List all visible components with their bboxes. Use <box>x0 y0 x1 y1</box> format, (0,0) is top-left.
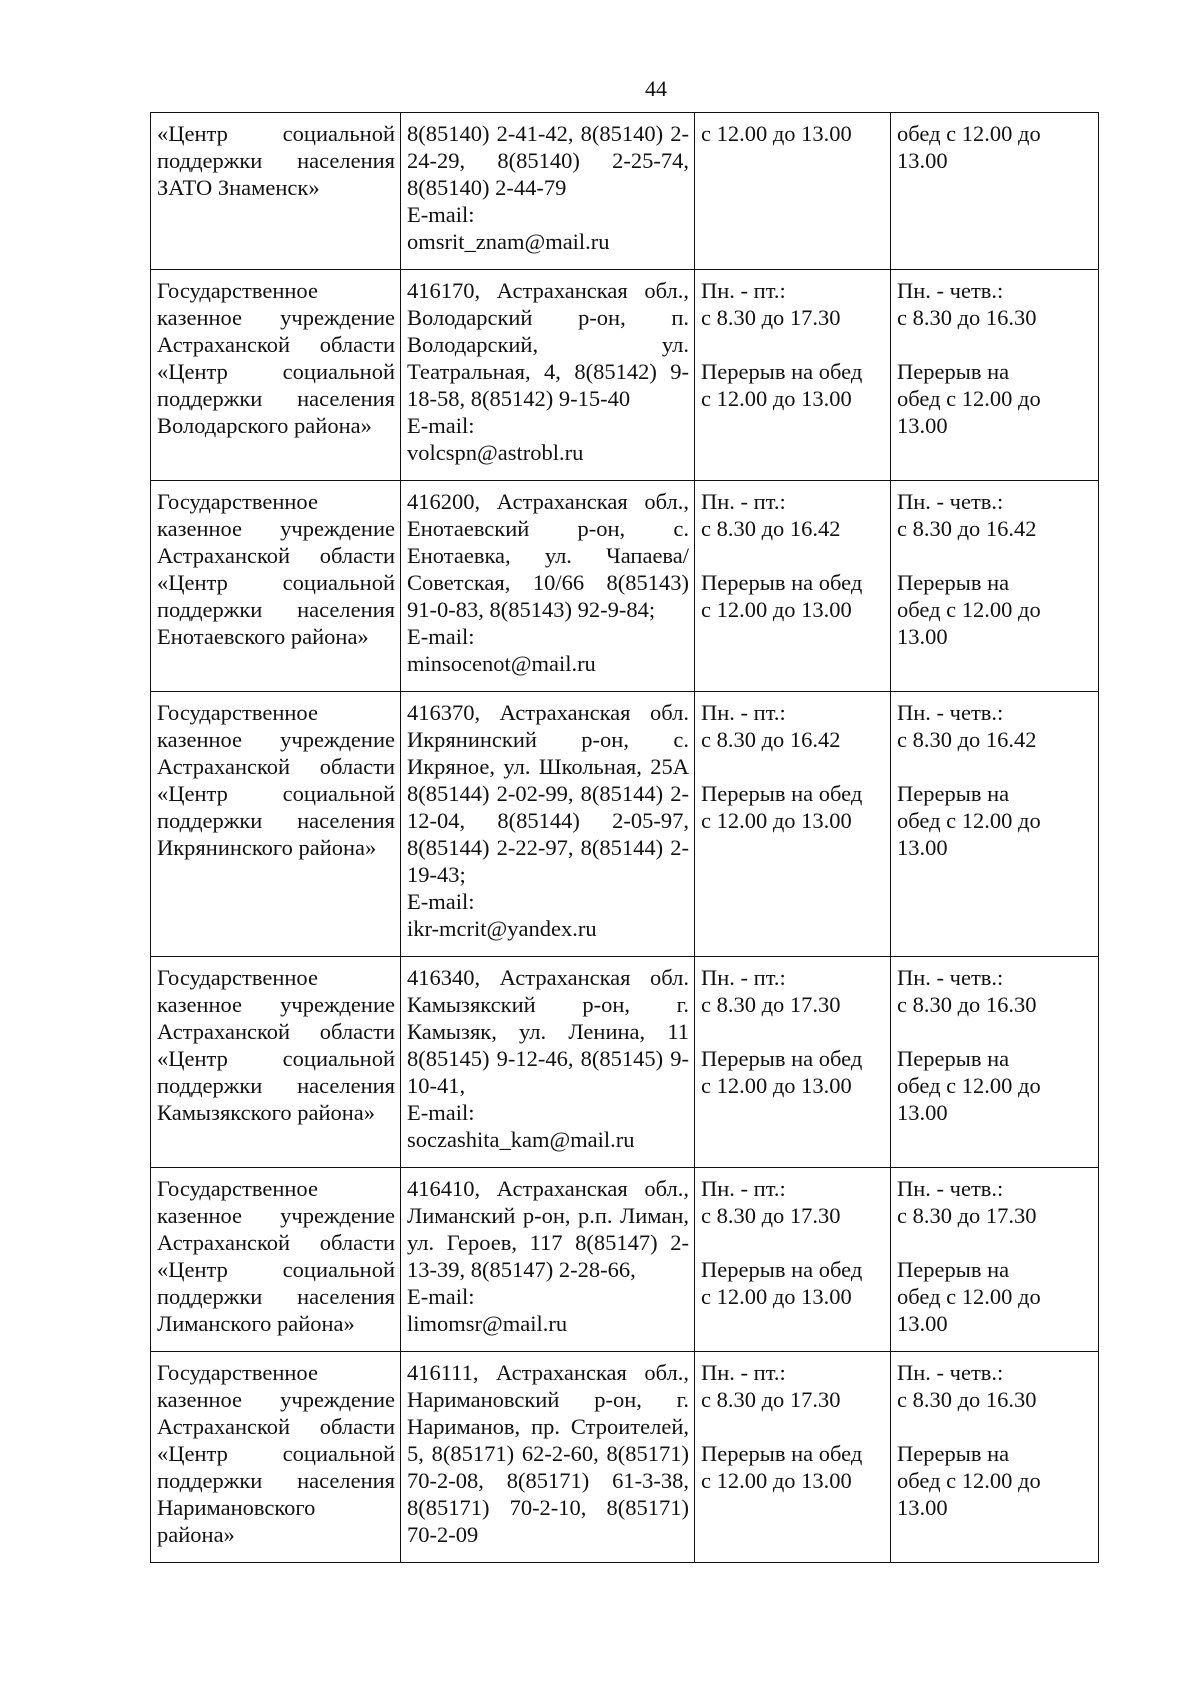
short-day-break-label: Перерыв на <box>897 570 1010 595</box>
short-day-hours: с 8.30 до 16.30 <box>897 305 1037 330</box>
short-day-break-label: Перерыв на <box>897 1257 1010 1282</box>
address-phones: 8(85140) 2-41-42, 8(85140) 2-24-29, 8(85140) 2-25-74, 8(85140) 2-44-79 <box>407 121 689 200</box>
schedule-gap <box>701 1018 885 1045</box>
table-row <box>151 957 1099 1168</box>
contact-cell <box>401 481 695 692</box>
contact-cell <box>401 1352 695 1563</box>
email-label: E-mail: <box>407 889 475 914</box>
short-day-break: обед с 12.00 до 13.00 <box>897 386 1041 438</box>
short-day-hours: с 8.30 до 16.30 <box>897 992 1037 1017</box>
address-phones: 416200, Астраханская обл., Енотаевский р-он, с. Енотаевка, ул. Чапаева/Советская, 10/66 8(85143) 91-0-83, 8(85143) 92-9-84; <box>407 489 689 622</box>
weekday-schedule-cell <box>695 692 891 957</box>
short-day-schedule-cell <box>891 692 1099 957</box>
schedule-gap <box>897 1018 1093 1045</box>
short-day-break-label: Перерыв на <box>897 781 1010 806</box>
table-row <box>151 113 1099 270</box>
short-day-break-label: Перерыв на <box>897 359 1010 384</box>
contact-cell <box>401 692 695 957</box>
weekday-hours: с 8.30 до 17.30 <box>701 305 841 330</box>
table-row <box>151 270 1099 481</box>
weekday-days: Пн. - пт.: <box>701 1176 786 1201</box>
weekday-days: Пн. - пт.: <box>701 1360 786 1385</box>
weekday-days: Пн. - пт.: <box>701 489 786 514</box>
short-day-break-label: Перерыв на <box>897 1046 1010 1071</box>
institution-name-cell <box>151 1352 401 1563</box>
short-day-hours: с 8.30 до 17.30 <box>897 1203 1037 1228</box>
institution-name-cell <box>151 270 401 481</box>
weekday-break: с 12.00 до 13.00 <box>701 386 852 411</box>
contact-cell <box>401 113 695 270</box>
institution-name: Государственное казенное учреждение Астраханской области «Центр социальной поддержки населения Камызякского района» <box>157 965 395 1125</box>
institution-name: Государственное казенное учреждение Астраханской области «Центр социальной поддержки населения Енотаевского района» <box>157 489 395 649</box>
weekday-days: Пн. - пт.: <box>701 700 786 725</box>
schedule-gap <box>897 753 1093 780</box>
page-number: 44 <box>645 76 667 101</box>
short-day-schedule-cell <box>891 957 1099 1168</box>
email-address[interactable]: limomsr@mail.ru <box>407 1311 568 1336</box>
weekday-break: с 12.00 до 13.00 <box>701 597 852 622</box>
weekday-schedule-cell <box>695 1352 891 1563</box>
schedule-gap <box>701 1413 885 1440</box>
schedule-gap <box>897 1413 1093 1440</box>
short-day-days: Пн. - четв.: <box>897 489 1004 514</box>
short-day-hours: с 8.30 до 16.42 <box>897 727 1037 752</box>
weekday-schedule-cell <box>695 481 891 692</box>
table-row <box>151 1168 1099 1352</box>
short-day-hours: с 8.30 до 16.42 <box>897 516 1037 541</box>
email-address[interactable]: minsocenot@mail.ru <box>407 651 596 676</box>
short-day-days: Пн. - четв.: <box>897 1176 1004 1201</box>
short-day-days: Пн. - четв.: <box>897 965 1004 990</box>
weekday-hours: с 8.30 до 17.30 <box>701 992 841 1017</box>
weekday-break: с 12.00 до 13.00 <box>701 1073 852 1098</box>
email-label: E-mail: <box>407 202 475 227</box>
short-day-break: обед с 12.00 до 13.00 <box>897 1468 1041 1520</box>
institution-name-cell <box>151 481 401 692</box>
schedule-gap <box>897 1229 1093 1256</box>
weekday-break: с 12.00 до 13.00 <box>701 1284 852 1309</box>
weekday-break: с 12.00 до 13.00 <box>701 1468 852 1493</box>
institution-name: «Центр социальной поддержки населения ЗАТО Знаменск» <box>157 121 395 200</box>
weekday-break-label: Перерыв на обед <box>701 359 863 384</box>
short-day-break-label: Перерыв на <box>897 1441 1010 1466</box>
weekday-break-label: Перерыв на обед <box>701 1046 863 1071</box>
contact-cell <box>401 270 695 481</box>
weekday-hours: с 8.30 до 16.42 <box>701 727 841 752</box>
short-day-schedule-cell <box>891 270 1099 481</box>
email-label: E-mail: <box>407 413 475 438</box>
table-row <box>151 692 1099 957</box>
institution-name: Государственное казенное учреждение Астраханской области «Центр социальной поддержки населения Икрянинского района» <box>157 700 395 860</box>
weekday-schedule-cell <box>695 113 891 270</box>
weekday-break: с 12.00 до 13.00 <box>701 121 852 146</box>
schedule-gap <box>701 753 885 780</box>
email-address[interactable]: ikr-mcrit@yandex.ru <box>407 916 597 941</box>
email-label: E-mail: <box>407 1100 475 1125</box>
short-day-break: обед с 12.00 до 13.00 <box>897 808 1041 860</box>
weekday-hours: с 8.30 до 17.30 <box>701 1387 841 1412</box>
weekday-break-label: Перерыв на обед <box>701 781 863 806</box>
short-day-break: обед с 12.00 до 13.00 <box>897 597 1041 649</box>
weekday-schedule-cell <box>695 270 891 481</box>
short-day-days: Пн. - четв.: <box>897 278 1004 303</box>
institution-name: Государственное казенное учреждение Астраханской области «Центр социальной поддержки населения Наримановского района» <box>157 1360 395 1547</box>
email-address[interactable]: omsrit_znam@mail.ru <box>407 229 610 254</box>
weekday-hours: с 8.30 до 17.30 <box>701 1203 841 1228</box>
email-label: E-mail: <box>407 1284 475 1309</box>
institution-name-cell <box>151 692 401 957</box>
short-day-days: Пн. - четв.: <box>897 1360 1004 1385</box>
short-day-break: обед с 12.00 до 13.00 <box>897 1073 1041 1125</box>
weekday-break-label: Перерыв на обед <box>701 1441 863 1466</box>
contact-cell <box>401 1168 695 1352</box>
short-day-hours: с 8.30 до 16.30 <box>897 1387 1037 1412</box>
schedule-gap <box>897 542 1093 569</box>
table-row <box>151 481 1099 692</box>
short-day-schedule-cell <box>891 113 1099 270</box>
institution-name-cell <box>151 113 401 270</box>
short-day-break: обед с 12.00 до 13.00 <box>897 1284 1041 1336</box>
table-row <box>151 1352 1099 1563</box>
short-day-days: Пн. - четв.: <box>897 700 1004 725</box>
schedule-gap <box>701 542 885 569</box>
address-phones: 416370, Астраханская обл. Икрянинский р-он, с. Икряное, ул. Школьная, 25А 8(85144) 2-02-99, 8(85144) 2-12-04, 8(85144) 2-05-97, 8(85144) 2-22-97, 8(85144) 2-19-43; <box>407 700 689 887</box>
institution-name-cell <box>151 957 401 1168</box>
weekday-hours: с 8.30 до 16.42 <box>701 516 841 541</box>
contact-cell <box>401 957 695 1168</box>
weekday-days: Пн. - пт.: <box>701 278 786 303</box>
schedule-gap <box>701 1229 885 1256</box>
institution-name: Государственное казенное учреждение Астраханской области «Центр социальной поддержки населения Лиманского района» <box>157 1176 395 1336</box>
weekday-schedule-cell <box>695 957 891 1168</box>
email-address[interactable]: volcspn@astrobl.ru <box>407 440 584 465</box>
weekday-days: Пн. - пт.: <box>701 965 786 990</box>
address-phones: 416410, Астраханская обл., Лиманский р-он, р.п. Лиман, ул. Героев, 117 8(85147) 2-13-39, 8(85147) 2-28-66, <box>407 1176 689 1282</box>
schedule-gap <box>701 331 885 358</box>
short-day-schedule-cell <box>891 1352 1099 1563</box>
institution-name-cell <box>151 1168 401 1352</box>
email-label: E-mail: <box>407 624 475 649</box>
institutions-table <box>150 112 1099 1563</box>
address-phones: 416340, Астраханская обл. Камызякский р-он, г. Камызяк, ул. Ленина, 11 8(85145) 9-12-46, 8(85145) 9-10-41, <box>407 965 689 1098</box>
weekday-break-label: Перерыв на обед <box>701 570 863 595</box>
email-address[interactable]: soczashita_kam@mail.ru <box>407 1127 635 1152</box>
institution-name: Государственное казенное учреждение Астраханской области «Центр социальной поддержки населения Володарского района» <box>157 278 395 438</box>
short-day-schedule-cell <box>891 481 1099 692</box>
weekday-schedule-cell <box>695 1168 891 1352</box>
short-day-break: обед с 12.00 до 13.00 <box>897 121 1041 173</box>
weekday-break: с 12.00 до 13.00 <box>701 808 852 833</box>
weekday-break-label: Перерыв на обед <box>701 1257 863 1282</box>
schedule-gap <box>897 331 1093 358</box>
address-phones: 416111, Астраханская обл., Наримановский р-он, г. Нариманов, пр. Строителей, 5, 8(85171) 62-2-60, 8(85171) 70-2-08, 8(85171) 61-3-38, 8(85171) 70-2-10, 8(85171) 70-2-09 <box>407 1360 689 1547</box>
address-phones: 416170, Астраханская обл., Володарский р-он, п. Володарский, ул. Театральная, 4, 8(85142) 9-18-58, 8(85142) 9-15-40 <box>407 278 689 411</box>
short-day-schedule-cell <box>891 1168 1099 1352</box>
